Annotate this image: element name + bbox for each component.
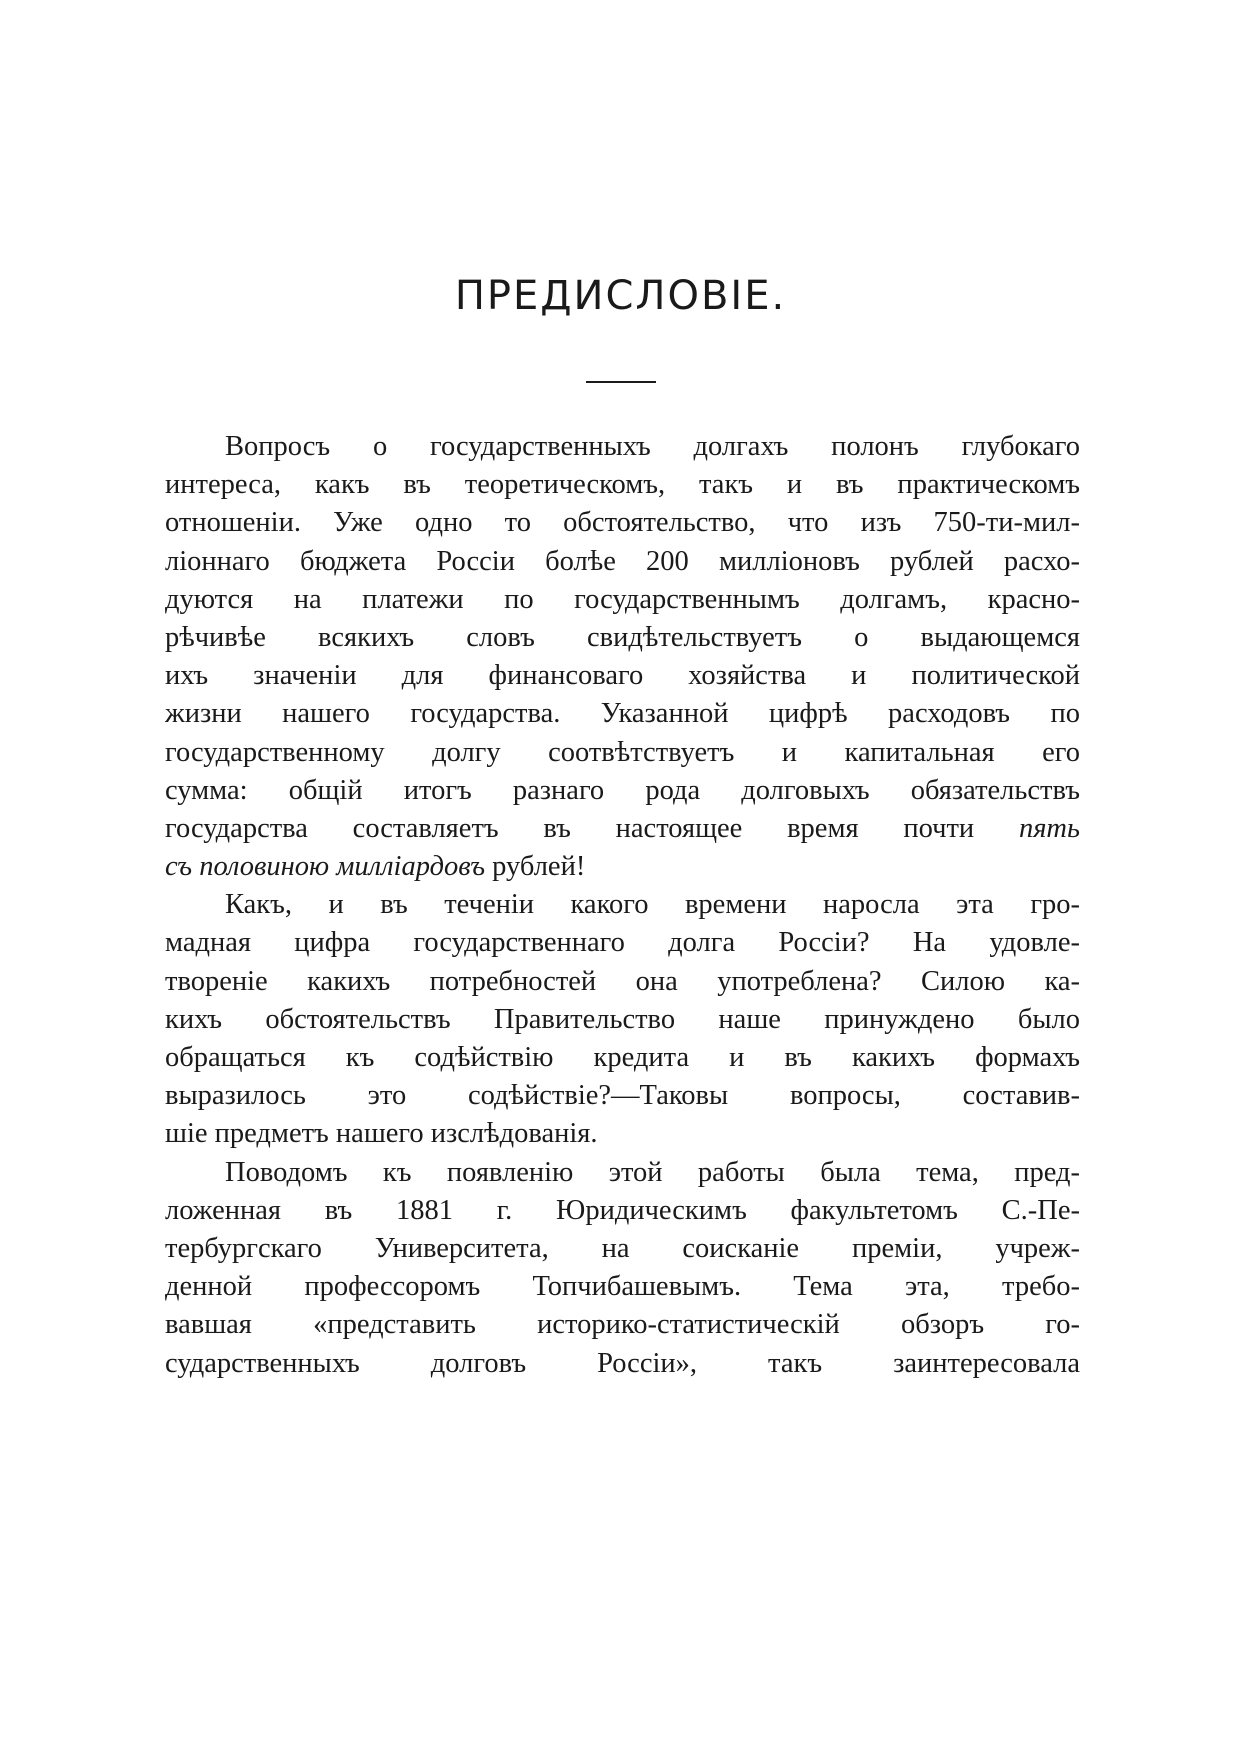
paragraph-3	[165, 1154, 1080, 1383]
text-line: государственному долгу соотвѣтствуетъ и капитальная его	[165, 736, 1080, 768]
text-line: рѣчивѣе всякихъ словъ свидѣтельствуетъ о выдающемся	[165, 621, 1080, 653]
italic-emphasis: съ половиною милліардовъ	[165, 851, 486, 883]
text-line: Вопросъ о государственныхъ долгахъ полонъ глубокаго	[225, 431, 1080, 462]
text-fragment: рублей!	[492, 851, 586, 883]
text-line: твореніе какихъ потребностей она употреблена? Силою ка-	[165, 965, 1080, 997]
text-line: мадная цифра государственнаго долга Россіи? На удовле-	[165, 927, 1080, 959]
text-line: дуются на платежи по государственнымъ долгамъ, красно-	[165, 583, 1080, 615]
text-line	[165, 848, 1080, 886]
text-line: Поводомъ къ появленію этой работы была тема, пред-	[225, 1156, 1080, 1188]
text-line: шіе предметъ нашего изслѣдованія.	[165, 1118, 598, 1150]
text-line: тербургскаго Университета, на соисканіе преміи, учреж-	[165, 1232, 1080, 1264]
text-line: денной профессоромъ Топчибашевымъ. Тема эта, требо-	[165, 1271, 1080, 1303]
text-line: кихъ обстоятельствъ Правительство наше принуждено было	[165, 1003, 1080, 1035]
title-divider	[586, 381, 656, 383]
italic-emphasis: пять	[1018, 812, 1080, 844]
page-title: ПРЕДИСЛОВІЕ.	[454, 273, 787, 319]
text-line: жизни нашего государства. Указанной цифрѣ расходовъ по	[165, 698, 1080, 730]
text-line: ложенная въ 1881 г. Юридическимъ факультетомъ С.-Пе-	[165, 1194, 1080, 1226]
text-line: интереса, какъ въ теоретическомъ, такъ и въ практическомъ	[165, 469, 1080, 501]
text-line: сумма: общій итогъ разнаго рода долговыхъ обязательствъ	[165, 774, 1080, 806]
text-fragment: государства составляетъ въ настоящее время почти	[165, 812, 975, 844]
preface-body	[165, 428, 1080, 1383]
text-line: обращаться къ содѣйствію кредита и въ какихъ формахъ	[165, 1042, 1080, 1073]
text-line: выразилось это содѣйствіе?—Таковы вопросы, составив-	[165, 1080, 1080, 1112]
text-line: отношеніи. Уже одно то обстоятельство, что изъ 750-ти-мил-	[165, 507, 1080, 539]
text-line: ихъ значеніи для финансоваго хозяйства и политической	[165, 660, 1080, 692]
paragraph-2	[165, 886, 1080, 1153]
paragraph-1	[165, 428, 1080, 886]
text-line: Какъ, и въ теченіи какого времени наросла эта гро-	[225, 889, 1080, 921]
text-line: ліоннаго бюджета Россіи болѣе 200 милліоновъ рублей расхо-	[165, 545, 1080, 577]
text-line: вавшая «представить историко-статистическій обзоръ го-	[165, 1309, 1080, 1341]
text-line: сударственныхъ долговъ Россіи», такъ заинтересовала	[165, 1347, 1080, 1379]
text-line	[165, 810, 1080, 848]
